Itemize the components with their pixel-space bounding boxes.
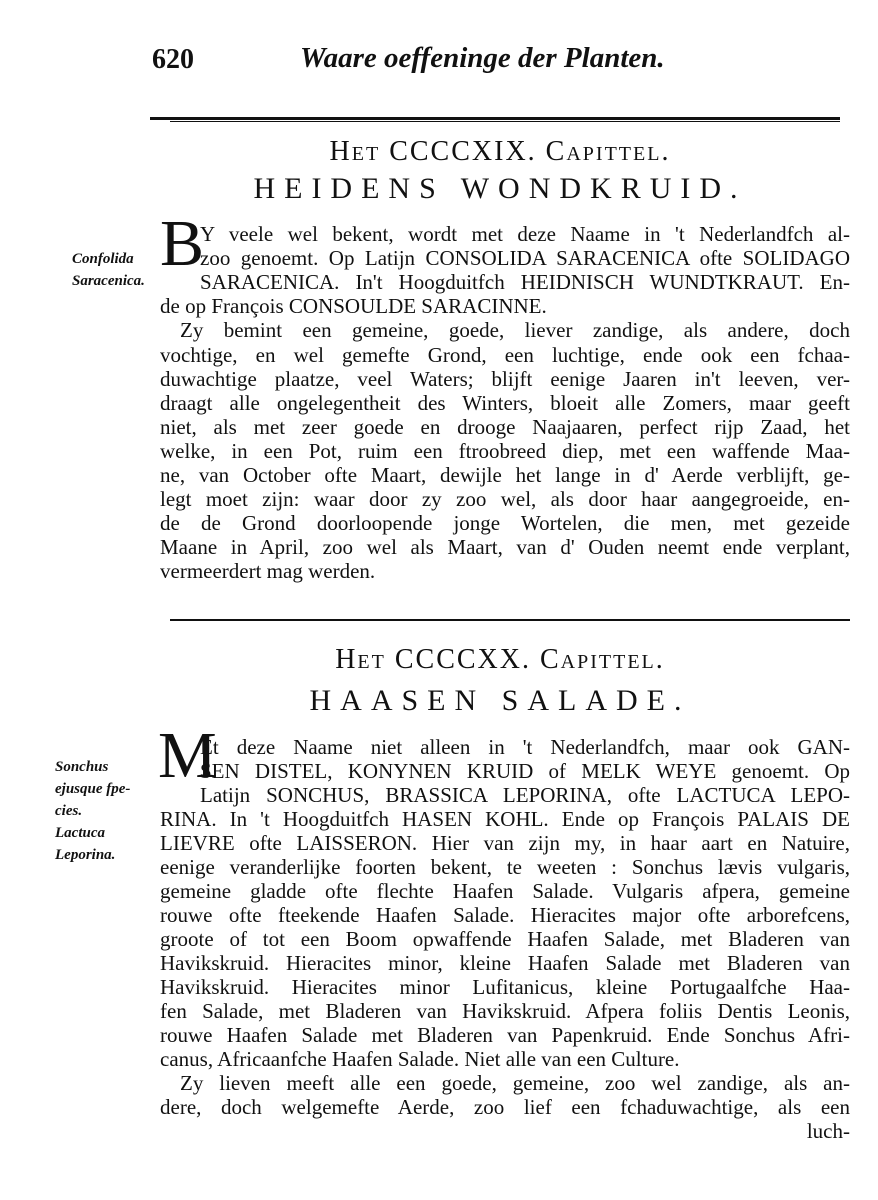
text-line: Y veele wel bekent, wordt met deze Naame in 't Nederlandfch al- [200,222,850,246]
page-number: 620 [152,44,194,75]
running-title: Waare oeffeninge der Planten. [300,42,665,74]
text-line: dere, doch welgemefte Aerde, zoo lief een fchaduwachtige, als een [160,1095,850,1119]
text-line: niet, als met zeer goede en drooge Naajaaren, perfect rijp Zaad, het [160,414,850,439]
text-line: RINA. In 't Hoogduitfch HASEN KOHL. Ende op François PALAIS DE [160,807,850,831]
text-line: rouwe ofte fteekende Haafen Salade. Hieracites major ofte arborefcens, [160,903,850,927]
text-line: SEN DISTEL, KONYNEN KRUID of MELK WEYE genoemt. Op [200,759,850,783]
text-line: draagt alle ongelegentheit des Winters, bloeit alle Zomers, maar geeft [160,390,850,415]
text-line: LIEVRE ofte LAISSERON. Hier van zijn my, in haar aart en Natuire, [160,831,850,855]
text-line: legt moet zijn: waar door zy zoo wel, als door haar aangegroeide, en- [160,487,850,512]
drop-cap: M [158,719,217,792]
text-line: duwachtige plaatze, veel Waters; blijft eenige Jaaren in't leeven, ver- [160,366,850,391]
margin-note-line: Saracenica. [72,273,145,289]
text-line: Maane in April, zoo wel als Maart, van d' Ouden neemt ende verplant, [160,535,850,560]
text-line: Zy bemint een gemeine, goede, liever zandige, als andere, doch [180,318,850,343]
text-line: de op François CONSOULDE SARACINNE. [160,294,547,319]
drop-cap: B [160,207,205,280]
section-rule [170,619,850,621]
text-line: Havikskruid. Hieracites minor, kleine Haafen Salade met Bladeren van [160,951,850,975]
margin-note-line: Lactuca [55,825,105,841]
text-line: canus, Africaanfche Haafen Salade. Niet alle van een Culture. [160,1047,680,1071]
margin-note [72,248,157,292]
text-line: Zy lieven meeft alle een goede, gemeine, zoo wel zandige, als an- [180,1071,850,1095]
text-line: SARACENICA. In't Hoogduitfch HEIDNISCH WUNDTKRAUT. En- [200,270,850,295]
header-rule [150,117,840,120]
text-line: ne, van October ofte Maart, dewijle het lange in d' Aerde verblijft, ge- [160,463,850,487]
margin-note [55,756,155,866]
chapter-title: HAASEN SALADE. [309,684,691,717]
text-line: vochtige, en wel gemefte Grond, een luchtige, ende ook een fchaa- [160,342,850,367]
header-rule-thin [170,121,840,122]
text-line: luch- [806,1119,850,1143]
text-line: rouwe Haafen Salade met Bladeren van Papenkruid. Ende Sonchus Afri- [160,1023,850,1047]
text-line: gemeine gladde ofte flechte Haafen Salade. Vulgaris afpera, gemeine [160,879,850,903]
chapter-heading: Het CCCCXX. Capittel. [335,644,665,675]
text-line: Latijn SONCHUS, BRASSICA LEPORINA, ofte LACTUCA LEPO- [200,783,850,807]
margin-note-line: Leporina. [55,847,116,863]
margin-note-line: ejusque fpe- [55,781,131,797]
text-line: welke, in een Pot, ruim een ftroobreed diep, met een waffende Maa- [160,438,850,463]
text-line: eenige veranderlijke foorten bekent, te weeten : Sonchus lævis vulgaris, [160,855,850,879]
text-line: Havikskruid. Hieracites minor Lufitanicus, kleine Portugaalfche Haa- [160,975,850,999]
text-line: fen Salade, met Bladeren van Havikskruid. Afpera foliis Dentis Leonis, [160,999,850,1023]
text-line: Et deze Naame niet alleen in 't Nederlandfch, maar ook GAN- [200,735,850,759]
chapter-title: HEIDENS WONDKRUID. [253,172,747,205]
text-line: groote of tot een Boom opwaffende Haafen Salade, met Bladeren van [160,927,850,951]
margin-note-line: cies. [55,803,83,819]
text-line: de de Grond doorloopende jonge Wortelen, die men, met gezeide [160,511,850,536]
margin-note-line: Sonchus [55,759,109,775]
chapter-heading: Het CCCCXIX. Capittel. [329,136,671,167]
text-line: vermeerdert mag werden. [160,559,376,584]
text-line: zoo genoemt. Op Latijn CONSOLIDA SARACENICA ofte SOLIDAGO [200,246,850,271]
margin-note-line: Confolida [72,251,134,267]
